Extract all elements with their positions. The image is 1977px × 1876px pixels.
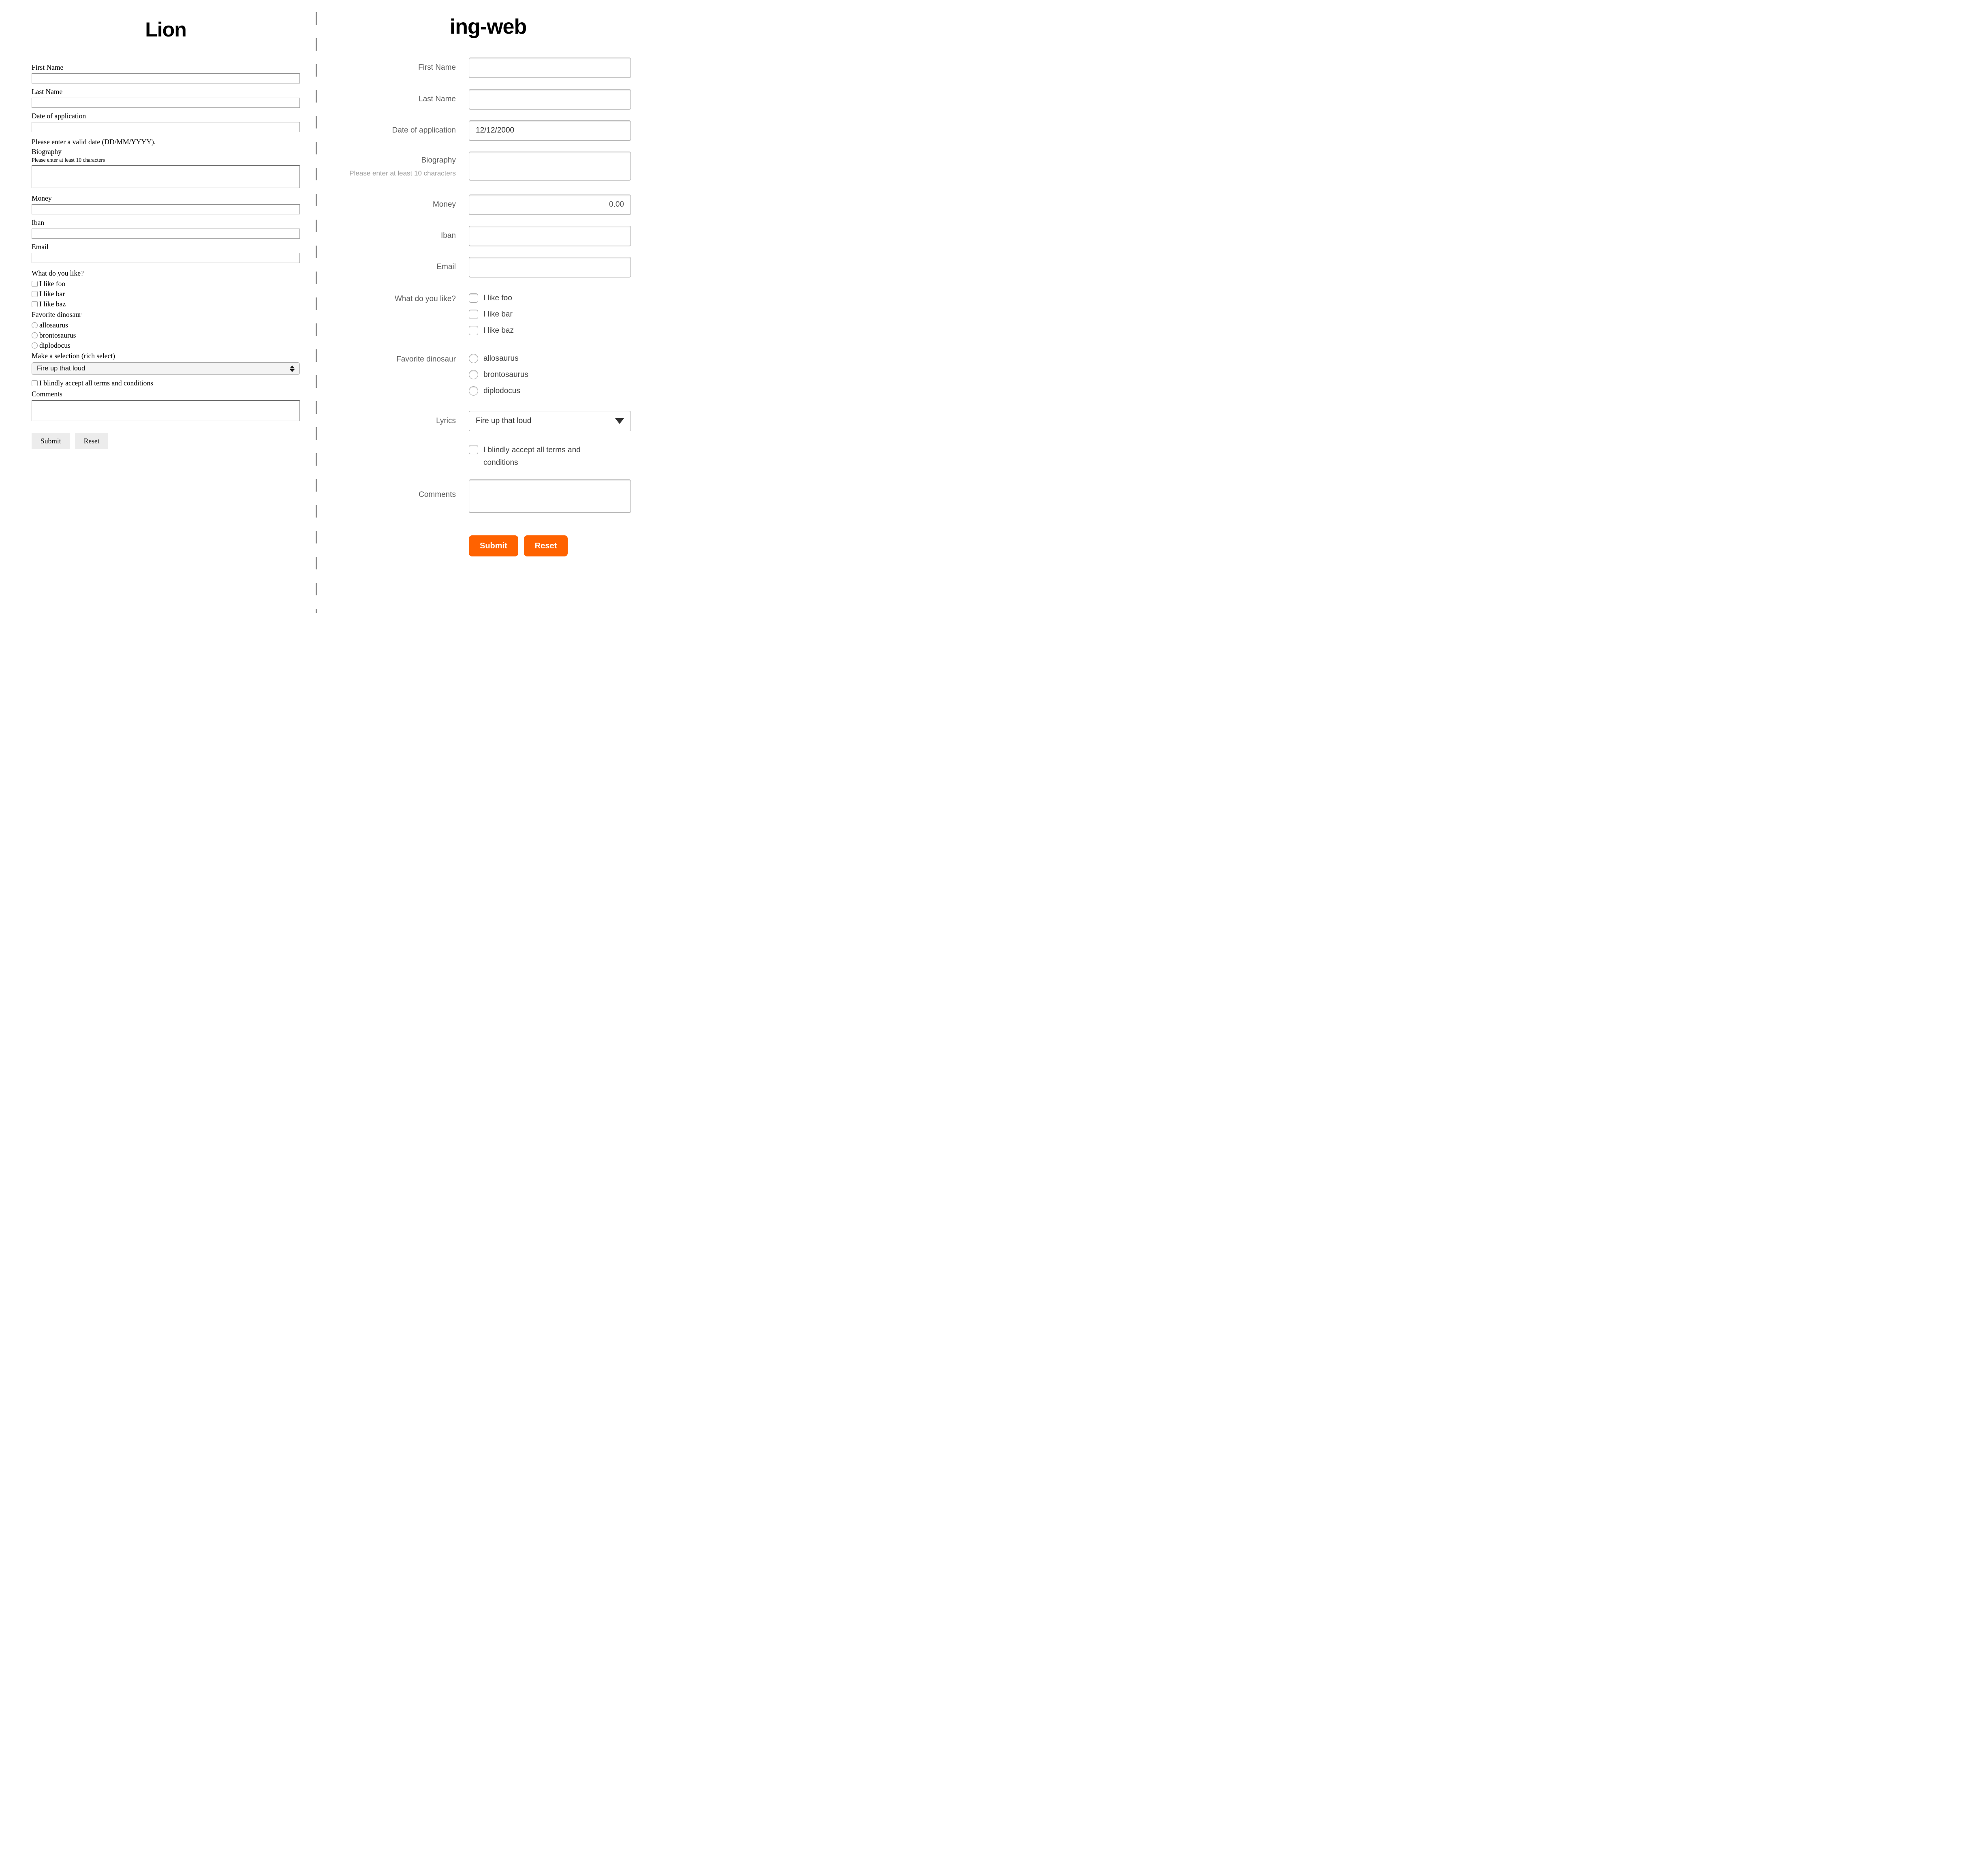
ing-web-form [317, 58, 659, 556]
iban-row [317, 226, 659, 246]
comments-textarea[interactable] [32, 400, 300, 421]
diplodocus-radio[interactable] [469, 386, 478, 396]
vertical-dashed-divider [316, 12, 317, 613]
last-name-input[interactable] [469, 89, 631, 109]
radio-option-row [32, 341, 300, 350]
likes-options [469, 293, 631, 335]
reset-button[interactable]: Reset [524, 535, 568, 556]
like-bar-label: I like bar [483, 310, 513, 319]
diplodocus-label: diplodocus [39, 341, 71, 349]
accept-terms-checkbox[interactable] [469, 445, 478, 454]
allosaurus-label: allosaurus [483, 354, 519, 363]
accept-terms-checkbox[interactable] [32, 380, 38, 386]
like-bar-checkbox[interactable] [469, 310, 478, 319]
like-foo-checkbox[interactable] [469, 293, 478, 303]
ing-form-buttons [469, 535, 631, 556]
email-label: Email [32, 243, 49, 251]
submit-button[interactable]: Submit [32, 433, 70, 449]
accept-terms-row [32, 379, 300, 387]
last-name-row [317, 89, 659, 109]
email-row [317, 257, 659, 277]
money-input[interactable] [32, 204, 300, 214]
radio-option-row [469, 370, 631, 379]
dinosaur-options [469, 354, 631, 396]
accept-terms-label: I blindly accept all terms and conditions [39, 379, 153, 387]
lyrics-select-value: Fire up that loud [476, 417, 532, 425]
date-validation-helper: Please enter a valid date (DD/MM/YYYY). [32, 138, 156, 146]
lyrics-row [317, 411, 659, 431]
comments-textarea[interactable] [469, 479, 631, 513]
radio-option-row [469, 386, 631, 396]
date-of-application-row [317, 120, 659, 141]
dinosaur-group-label: Favorite dinosaur [396, 355, 456, 364]
diplodocus-radio[interactable] [32, 342, 38, 349]
iban-label: Iban [441, 231, 456, 240]
last-name-label: Last Name [419, 95, 456, 103]
rich-select-label: Make a selection (rich select) [32, 352, 115, 360]
email-input[interactable] [469, 257, 631, 277]
biography-helper: Please enter at least 10 characters [32, 157, 105, 163]
date-of-application-label: Date of application [392, 126, 456, 135]
biography-helper: Please enter at least 10 characters [349, 169, 456, 177]
like-bar-label: I like bar [39, 290, 65, 298]
iban-label: Iban [32, 218, 45, 227]
iban-input[interactable] [32, 229, 300, 239]
like-foo-label: I like foo [483, 293, 512, 302]
brontosaurus-label: brontosaurus [483, 370, 528, 379]
lion-form-buttons [32, 433, 300, 449]
radio-option-row [469, 354, 631, 363]
lion-panel-title: Lion [145, 18, 186, 41]
first-name-label: First Name [418, 63, 456, 72]
checkbox-option-row [469, 326, 631, 335]
first-name-input[interactable] [32, 73, 300, 83]
likes-group-label: What do you like? [394, 295, 456, 303]
likes-group-label: What do you like? [32, 269, 84, 277]
email-label: Email [436, 263, 456, 271]
like-foo-label: I like foo [39, 280, 66, 288]
submit-button[interactable]: Submit [469, 535, 518, 556]
select-spinner-icon [290, 366, 295, 372]
buttons-row [317, 535, 659, 556]
diplodocus-label: diplodocus [483, 386, 520, 395]
money-row [317, 195, 659, 215]
biography-label: Biography [32, 148, 62, 156]
email-input[interactable] [32, 253, 300, 263]
first-name-label: First Name [32, 63, 64, 71]
checkbox-option-row [32, 280, 300, 288]
date-of-application-input[interactable] [32, 122, 300, 132]
lyrics-label: Lyrics [436, 417, 456, 425]
date-of-application-input[interactable] [469, 120, 631, 141]
biography-row [317, 152, 659, 180]
money-label: Money [432, 200, 456, 209]
checkbox-option-row [32, 290, 300, 298]
rich-select-value: Fire up that loud [37, 365, 85, 372]
accept-terms-row [317, 445, 659, 469]
comparison-page [0, 0, 659, 625]
accept-terms-label: I blindly accept all terms and conditions [483, 446, 581, 467]
money-label: Money [32, 194, 52, 202]
radio-option-row [32, 321, 300, 329]
radio-option-row [32, 331, 300, 340]
brontosaurus-label: brontosaurus [39, 331, 76, 339]
money-input[interactable] [469, 195, 631, 215]
like-baz-label: I like baz [39, 300, 66, 308]
likes-group-row [317, 293, 659, 335]
checkbox-option-row [469, 310, 631, 319]
dinosaur-group-row [317, 354, 659, 396]
biography-label: Biography [421, 156, 456, 165]
like-bar-checkbox[interactable] [32, 291, 38, 297]
like-baz-label: I like baz [483, 326, 514, 335]
last-name-input[interactable] [32, 98, 300, 108]
date-of-application-label: Date of application [32, 112, 86, 120]
dinosaur-group-label: Favorite dinosaur [32, 310, 81, 319]
lyrics-select[interactable] [469, 411, 631, 431]
accept-terms-control [469, 445, 631, 469]
dropdown-arrow-icon [615, 418, 624, 424]
allosaurus-label: allosaurus [39, 321, 68, 329]
rich-select[interactable] [32, 362, 300, 375]
first-name-input[interactable] [469, 58, 631, 78]
first-name-row [317, 58, 659, 78]
brontosaurus-radio[interactable] [32, 332, 38, 338]
like-baz-checkbox[interactable] [469, 326, 478, 335]
biography-textarea[interactable] [469, 152, 631, 180]
ing-web-panel [317, 0, 659, 556]
comments-label: Comments [419, 490, 456, 499]
comments-row [317, 479, 659, 513]
brontosaurus-radio[interactable] [469, 370, 478, 379]
biography-textarea[interactable] [32, 165, 300, 188]
allosaurus-radio[interactable] [469, 354, 478, 363]
iban-input[interactable] [469, 226, 631, 246]
checkbox-option-row [32, 300, 300, 308]
biography-label-stack [317, 152, 456, 178]
like-baz-checkbox[interactable] [32, 301, 38, 307]
like-foo-checkbox[interactable] [32, 281, 38, 287]
checkbox-option-row [469, 293, 631, 303]
comments-label: Comments [32, 390, 62, 398]
lion-form [32, 63, 300, 449]
reset-button[interactable]: Reset [75, 433, 109, 449]
ing-web-panel-title: ing-web [449, 15, 527, 39]
last-name-label: Last Name [32, 88, 63, 96]
allosaurus-radio[interactable] [32, 322, 38, 328]
lion-panel [32, 0, 300, 449]
